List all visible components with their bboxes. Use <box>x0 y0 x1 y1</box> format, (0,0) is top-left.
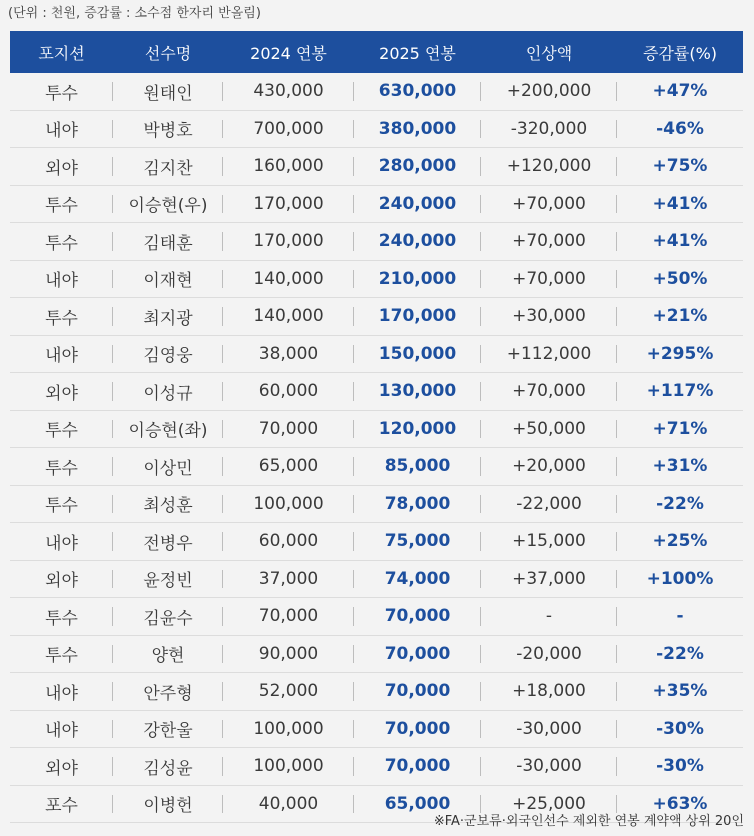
salary-2024-cell: 70,000 <box>223 410 354 448</box>
table-row <box>10 598 743 636</box>
position-cell: 외야 <box>10 748 113 786</box>
header-increase-amount: 인상액 <box>481 31 617 73</box>
table-row <box>10 110 743 148</box>
increase-amount-cell: +15,000 <box>481 523 617 561</box>
player-name-cell: 양현 <box>113 635 223 673</box>
salary-2024-cell: 100,000 <box>223 485 354 523</box>
salary-table <box>10 31 743 823</box>
table-row <box>10 560 743 598</box>
salary-2024-cell: 60,000 <box>223 373 354 411</box>
position-cell: 내야 <box>10 710 113 748</box>
change-rate-cell: +100% <box>617 560 743 598</box>
unit-note: (단위 : 천원, 증감률 : 소수점 한자리 반올림) <box>8 6 261 21</box>
salary-2025-cell: 240,000 <box>354 185 481 223</box>
increase-amount-cell: -20,000 <box>481 635 617 673</box>
table-row <box>10 673 743 711</box>
increase-amount-cell: +37,000 <box>481 560 617 598</box>
table-row <box>10 448 743 486</box>
salary-2024-cell: 100,000 <box>223 710 354 748</box>
table-row <box>10 73 743 110</box>
salary-table-container <box>10 31 743 823</box>
increase-amount-cell: +112,000 <box>481 335 617 373</box>
position-cell: 투수 <box>10 73 113 110</box>
salary-2024-cell: 140,000 <box>223 260 354 298</box>
header-row <box>10 31 743 73</box>
increase-amount-cell: -30,000 <box>481 748 617 786</box>
position-cell: 투수 <box>10 485 113 523</box>
salary-2025-cell: 280,000 <box>354 148 481 186</box>
salary-2025-cell: 120,000 <box>354 410 481 448</box>
salary-2025-cell: 70,000 <box>354 635 481 673</box>
change-rate-cell: +25% <box>617 523 743 561</box>
change-rate-cell: +41% <box>617 223 743 261</box>
increase-amount-cell: +18,000 <box>481 673 617 711</box>
position-cell: 내야 <box>10 260 113 298</box>
salary-2024-cell: 140,000 <box>223 298 354 336</box>
position-cell: 투수 <box>10 448 113 486</box>
change-rate-cell: +75% <box>617 148 743 186</box>
table-row <box>10 185 743 223</box>
position-cell: 내야 <box>10 110 113 148</box>
change-rate-cell: +63% <box>617 785 743 823</box>
salary-2025-cell: 70,000 <box>354 710 481 748</box>
player-name-cell: 이병헌 <box>113 785 223 823</box>
increase-amount-cell: +50,000 <box>481 410 617 448</box>
salary-2024-cell: 170,000 <box>223 185 354 223</box>
table-row <box>10 748 743 786</box>
position-cell: 외야 <box>10 373 113 411</box>
change-rate-cell: +295% <box>617 335 743 373</box>
position-cell: 포수 <box>10 785 113 823</box>
player-name-cell: 안주형 <box>113 673 223 711</box>
player-name-cell: 이승현(좌) <box>113 410 223 448</box>
salary-2025-cell: 380,000 <box>354 110 481 148</box>
table-row <box>10 260 743 298</box>
salary-2024-cell: 430,000 <box>223 73 354 110</box>
position-cell: 투수 <box>10 598 113 636</box>
change-rate-cell: +117% <box>617 373 743 411</box>
table-row <box>10 223 743 261</box>
player-name-cell: 최성훈 <box>113 485 223 523</box>
salary-2025-cell: 78,000 <box>354 485 481 523</box>
header-change-rate: 증감률(%) <box>617 31 743 73</box>
increase-amount-cell: - <box>481 598 617 636</box>
player-name-cell: 이재현 <box>113 260 223 298</box>
table-row <box>10 148 743 186</box>
change-rate-cell: -30% <box>617 710 743 748</box>
salary-2024-cell: 170,000 <box>223 223 354 261</box>
salary-2024-cell: 40,000 <box>223 785 354 823</box>
player-name-cell: 김태훈 <box>113 223 223 261</box>
salary-2024-cell: 60,000 <box>223 523 354 561</box>
salary-2025-cell: 630,000 <box>354 73 481 110</box>
increase-amount-cell: +30,000 <box>481 298 617 336</box>
salary-2025-cell: 74,000 <box>354 560 481 598</box>
player-name-cell: 김윤수 <box>113 598 223 636</box>
increase-amount-cell: +20,000 <box>481 448 617 486</box>
change-rate-cell: +41% <box>617 185 743 223</box>
player-name-cell: 원태인 <box>113 73 223 110</box>
position-cell: 투수 <box>10 185 113 223</box>
player-name-cell: 전병우 <box>113 523 223 561</box>
position-cell: 내야 <box>10 523 113 561</box>
increase-amount-cell: +70,000 <box>481 260 617 298</box>
salary-2024-cell: 100,000 <box>223 748 354 786</box>
salary-2024-cell: 160,000 <box>223 148 354 186</box>
table-row <box>10 523 743 561</box>
salary-2024-cell: 700,000 <box>223 110 354 148</box>
table-row <box>10 298 743 336</box>
increase-amount-cell: +200,000 <box>481 73 617 110</box>
table-row <box>10 373 743 411</box>
header-salary-2024: 2024 연봉 <box>223 31 354 73</box>
position-cell: 투수 <box>10 635 113 673</box>
change-rate-cell: -46% <box>617 110 743 148</box>
change-rate-cell: +21% <box>617 298 743 336</box>
table-body <box>10 73 743 823</box>
table-row <box>10 335 743 373</box>
player-name-cell: 강한울 <box>113 710 223 748</box>
position-cell: 내야 <box>10 335 113 373</box>
salary-2025-cell: 240,000 <box>354 223 481 261</box>
increase-amount-cell: +25,000 <box>481 785 617 823</box>
salary-2025-cell: 75,000 <box>354 523 481 561</box>
salary-2024-cell: 38,000 <box>223 335 354 373</box>
table-row <box>10 635 743 673</box>
change-rate-cell: +71% <box>617 410 743 448</box>
salary-2025-cell: 170,000 <box>354 298 481 336</box>
player-name-cell: 윤정빈 <box>113 560 223 598</box>
header-player-name: 선수명 <box>113 31 223 73</box>
increase-amount-cell: -22,000 <box>481 485 617 523</box>
position-cell: 내야 <box>10 673 113 711</box>
salary-2024-cell: 52,000 <box>223 673 354 711</box>
player-name-cell: 이승현(우) <box>113 185 223 223</box>
change-rate-cell: -22% <box>617 485 743 523</box>
change-rate-cell: +47% <box>617 73 743 110</box>
salary-2024-cell: 65,000 <box>223 448 354 486</box>
position-cell: 외야 <box>10 560 113 598</box>
salary-2025-cell: 85,000 <box>354 448 481 486</box>
salary-2025-cell: 70,000 <box>354 673 481 711</box>
salary-2025-cell: 70,000 <box>354 748 481 786</box>
increase-amount-cell: +120,000 <box>481 148 617 186</box>
change-rate-cell: +35% <box>617 673 743 711</box>
position-cell: 투수 <box>10 410 113 448</box>
salary-2025-cell: 65,000 <box>354 785 481 823</box>
player-name-cell: 김지찬 <box>113 148 223 186</box>
salary-2025-cell: 150,000 <box>354 335 481 373</box>
salary-2025-cell: 70,000 <box>354 598 481 636</box>
salary-2025-cell: 130,000 <box>354 373 481 411</box>
change-rate-cell: +31% <box>617 448 743 486</box>
salary-2024-cell: 37,000 <box>223 560 354 598</box>
salary-2024-cell: 70,000 <box>223 598 354 636</box>
salary-2025-cell: 210,000 <box>354 260 481 298</box>
position-cell: 투수 <box>10 223 113 261</box>
player-name-cell: 최지광 <box>113 298 223 336</box>
player-name-cell: 김영웅 <box>113 335 223 373</box>
change-rate-cell: +50% <box>617 260 743 298</box>
increase-amount-cell: +70,000 <box>481 223 617 261</box>
header-position: 포지션 <box>10 31 113 73</box>
position-cell: 투수 <box>10 298 113 336</box>
table-row <box>10 485 743 523</box>
increase-amount-cell: -320,000 <box>481 110 617 148</box>
footer-note: ※FA·군보류·외국인선수 제외한 연봉 계약액 상위 20인 <box>433 814 744 829</box>
change-rate-cell: -22% <box>617 635 743 673</box>
increase-amount-cell: -30,000 <box>481 710 617 748</box>
salary-2024-cell: 90,000 <box>223 635 354 673</box>
table-row <box>10 710 743 748</box>
position-cell: 외야 <box>10 148 113 186</box>
player-name-cell: 김성윤 <box>113 748 223 786</box>
increase-amount-cell: +70,000 <box>481 185 617 223</box>
table-header <box>10 31 743 73</box>
player-name-cell: 이상민 <box>113 448 223 486</box>
change-rate-cell: -30% <box>617 748 743 786</box>
header-salary-2025: 2025 연봉 <box>354 31 481 73</box>
table-row <box>10 410 743 448</box>
player-name-cell: 이성규 <box>113 373 223 411</box>
increase-amount-cell: +70,000 <box>481 373 617 411</box>
player-name-cell: 박병호 <box>113 110 223 148</box>
change-rate-cell: - <box>617 598 743 636</box>
